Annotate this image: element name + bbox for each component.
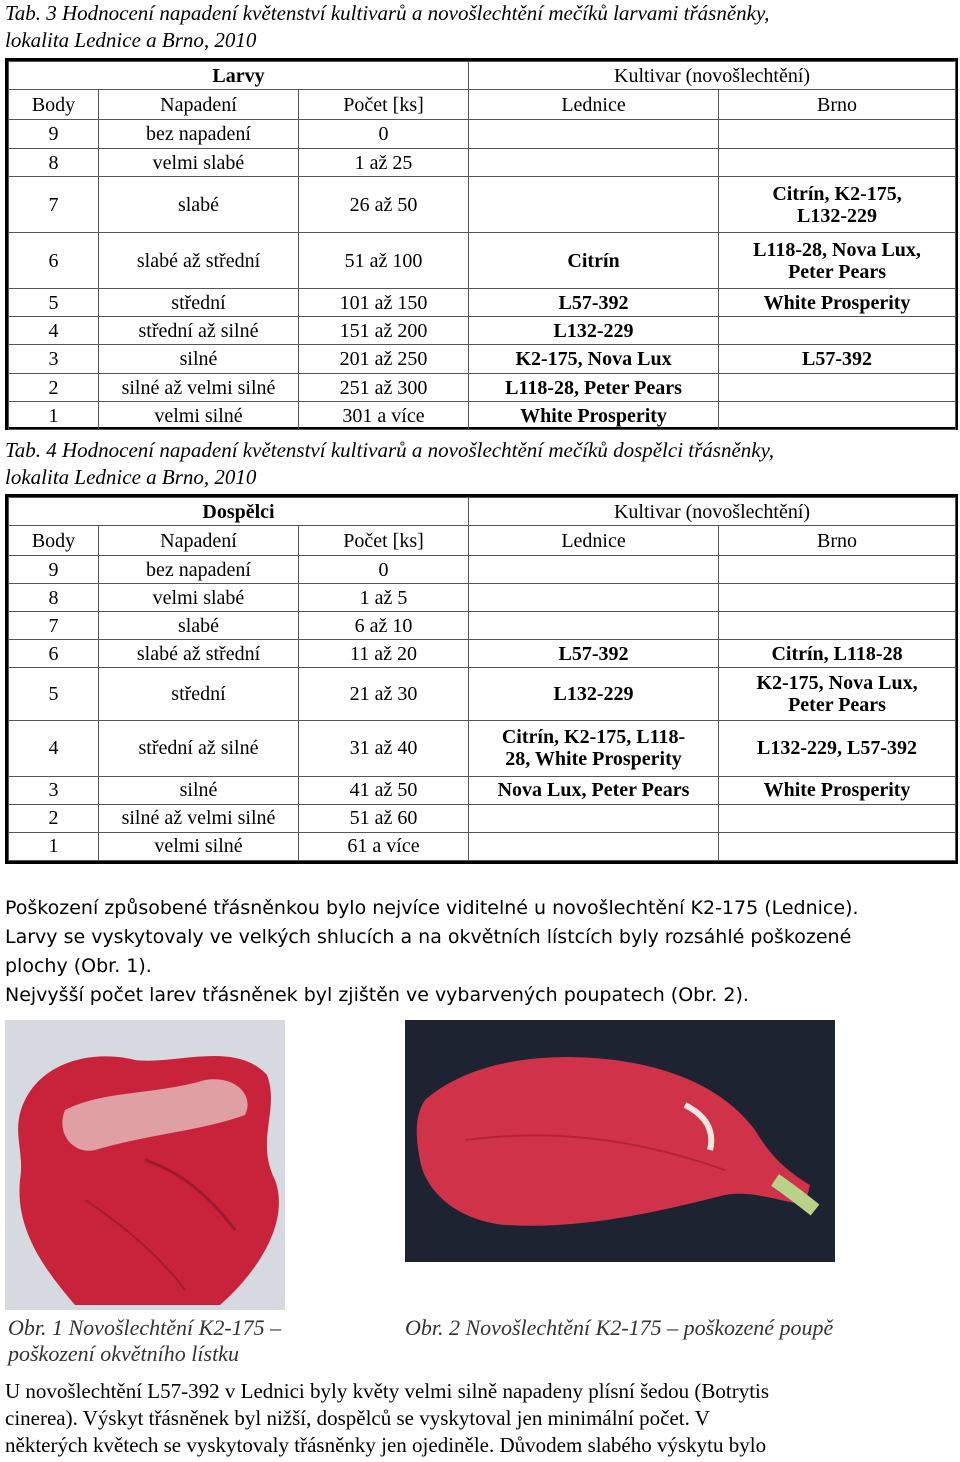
tab3-caption-line1: Tab. 3 Hodnocení napadení květenství kultivarů a novošlechtění mečíků larvami třásněnky, [5, 1, 770, 25]
cell-napadeni: velmi slabé [99, 149, 299, 177]
tab4-col-napadeni: Napadení [99, 526, 299, 556]
cell-pocet: 251 až 300 [299, 374, 469, 402]
cell-lednice: L118-28, Peter Pears [469, 374, 719, 402]
table-row [9, 720, 956, 776]
table-row [9, 640, 956, 668]
cell-brno [719, 374, 956, 402]
cell-body: 6 [9, 233, 99, 289]
tab4-caption [5, 437, 955, 491]
cell-pocet: 41 až 50 [299, 776, 469, 804]
paragraph-2-line: U novošlechtění L57-392 v Lednici byly květy velmi silně napadeny plísní šedou (Botrytis [5, 1379, 770, 1403]
photo-petal [5, 1020, 285, 1310]
tab4-col-lednice: Lednice [469, 526, 719, 556]
tab3-cultivar-header: Kultivar (novošlechtění) [469, 62, 956, 90]
cell-brno: L118-28, Nova Lux, Peter Pears [719, 233, 956, 289]
cell-napadeni: velmi slabé [99, 584, 299, 612]
cell-napadeni: slabé až střední [99, 233, 299, 289]
cell-brno: Citrín, L118-28 [719, 640, 956, 668]
paragraph-1 [5, 894, 957, 1010]
tab4-table-frame [5, 494, 958, 864]
tab3-col-napadeni: Napadení [99, 90, 299, 120]
cell-napadeni: střední [99, 289, 299, 317]
tab4-col-brno: Brno [719, 526, 956, 556]
cell-brno [719, 317, 956, 345]
tab4-cultivar-header: Kultivar (novošlechtění) [469, 498, 956, 526]
cell-pocet: 0 [299, 556, 469, 584]
table-row [9, 804, 956, 832]
cell-body: 8 [9, 584, 99, 612]
cell-brno [719, 120, 956, 149]
fig2-caption: Obr. 2 Novošlechtění K2-175 – poškozené poupě [405, 1315, 834, 1340]
cell-body: 7 [9, 177, 99, 233]
cell-napadeni: silné až velmi silné [99, 374, 299, 402]
cell-pocet: 101 až 150 [299, 289, 469, 317]
paragraph-2 [5, 1378, 957, 1459]
table-row [9, 233, 956, 289]
cell-lednice: L132-229 [469, 317, 719, 345]
cell-pocet: 26 až 50 [299, 177, 469, 233]
cell-lednice: Citrín, K2-175, L118- 28, White Prosperity [469, 720, 719, 776]
cell-brno [719, 402, 956, 430]
cell-lednice: Nova Lux, Peter Pears [469, 776, 719, 804]
cell-brno: Citrín, K2-175, L132-229 [719, 177, 956, 233]
cell-napadeni: bez napadení [99, 556, 299, 584]
paragraph-1-line: plochy (Obr. 1). [5, 955, 152, 977]
table-row [9, 668, 956, 720]
tab4-group-header: Dospělci [9, 498, 469, 526]
cell-brno [719, 804, 956, 832]
table-row [9, 177, 956, 233]
fig1-caption [8, 1315, 281, 1367]
table-row [9, 317, 956, 345]
cell-pocet: 0 [299, 120, 469, 149]
cell-pocet: 201 až 250 [299, 345, 469, 374]
cell-lednice [469, 556, 719, 584]
cell-pocet: 6 až 10 [299, 612, 469, 640]
table-row [9, 149, 956, 177]
tab3-col-body: Body [9, 90, 99, 120]
paragraph-1-line: Larvy se vyskytovaly ve velkých shlucích a na okvětních lístcích byly rozsáhlé poškozené [5, 926, 852, 948]
cell-body: 9 [9, 120, 99, 149]
paragraph-2-line: některých květech se vyskytovaly třásněnky jen ojediněle. Důvodem slabého výskytu bylo [5, 1433, 767, 1457]
table-row [9, 776, 956, 804]
cell-lednice: White Prosperity [469, 402, 719, 430]
cell-lednice: L57-392 [469, 289, 719, 317]
table-row [9, 120, 956, 149]
cell-lednice [469, 177, 719, 233]
cell-body: 9 [9, 556, 99, 584]
cell-brno [719, 612, 956, 640]
cell-napadeni: silné [99, 345, 299, 374]
cell-body: 5 [9, 289, 99, 317]
tab4-col-body: Body [9, 526, 99, 556]
cell-pocet: 61 a více [299, 832, 469, 860]
cell-napadeni: silné až velmi silné [99, 804, 299, 832]
cell-body: 3 [9, 345, 99, 374]
paragraph-2-line: cinerea). Výskyt třásněnek byl nižší, dospělců se vyskytoval jen minimální počet. V [5, 1406, 710, 1430]
cell-napadeni: velmi silné [99, 402, 299, 430]
cell-lednice: K2-175, Nova Lux [469, 345, 719, 374]
cell-brno [719, 556, 956, 584]
cell-napadeni: střední [99, 668, 299, 720]
cell-napadeni: střední až silné [99, 720, 299, 776]
tab4-table [8, 497, 956, 861]
cell-napadeni: střední až silné [99, 317, 299, 345]
cell-pocet: 51 až 60 [299, 804, 469, 832]
cell-pocet: 1 až 5 [299, 584, 469, 612]
tab4-caption-line1: Tab. 4 Hodnocení napadení květenství kultivarů a novošlechtění mečíků dospělci třásněnky, [5, 438, 775, 462]
table-row [9, 402, 956, 430]
tab3-col-brno: Brno [719, 90, 956, 120]
table-row [9, 556, 956, 584]
cell-brno: K2-175, Nova Lux, Peter Pears [719, 668, 956, 720]
cell-napadeni: silné [99, 776, 299, 804]
table-row [9, 832, 956, 860]
cell-lednice [469, 120, 719, 149]
cell-brno [719, 149, 956, 177]
table-row [9, 289, 956, 317]
cell-lednice [469, 149, 719, 177]
tab3-caption-line2: lokalita Lednice a Brno, 2010 [5, 28, 257, 52]
cell-body: 3 [9, 776, 99, 804]
cell-lednice: Citrín [469, 233, 719, 289]
cell-lednice [469, 832, 719, 860]
cell-body: 1 [9, 402, 99, 430]
fig1-caption-line1: Obr. 1 Novošlechtění K2-175 – [8, 1315, 282, 1340]
cell-napadeni: slabé až střední [99, 640, 299, 668]
cell-lednice [469, 804, 719, 832]
paragraph-1-line: Poškození způsobené třásněnkou bylo nejvíce viditelné u novošlechtění K2-175 (Lednice). [5, 897, 859, 919]
cell-lednice: L132-229 [469, 668, 719, 720]
cell-pocet: 1 až 25 [299, 149, 469, 177]
cell-body: 2 [9, 374, 99, 402]
cell-brno: White Prosperity [719, 289, 956, 317]
cell-pocet: 51 až 100 [299, 233, 469, 289]
tab3-caption [5, 0, 955, 54]
table-row [9, 374, 956, 402]
tab3-group-header: Larvy [9, 62, 469, 90]
cell-lednice [469, 584, 719, 612]
photo-bud [405, 1020, 835, 1262]
cell-napadeni: slabé [99, 177, 299, 233]
cell-body: 4 [9, 720, 99, 776]
table-row [9, 345, 956, 374]
petal-image [5, 1020, 285, 1310]
cell-pocet: 21 až 30 [299, 668, 469, 720]
table-row [9, 612, 956, 640]
tab3-table-frame [5, 58, 958, 430]
cell-lednice: L57-392 [469, 640, 719, 668]
tab4-caption-line2: lokalita Lednice a Brno, 2010 [5, 465, 257, 489]
cell-napadeni: slabé [99, 612, 299, 640]
cell-body: 8 [9, 149, 99, 177]
cell-lednice [469, 612, 719, 640]
cell-body: 7 [9, 612, 99, 640]
bud-image [405, 1020, 835, 1262]
cell-brno: L132-229, L57-392 [719, 720, 956, 776]
tab4-col-pocet: Počet [ks] [299, 526, 469, 556]
paragraph-1-line: Nejvyšší počet larev třásněnek byl zjištěn ve vybarvených poupatech (Obr. 2). [5, 984, 749, 1006]
cell-pocet: 151 až 200 [299, 317, 469, 345]
cell-body: 6 [9, 640, 99, 668]
cell-brno [719, 832, 956, 860]
cell-pocet: 301 a více [299, 402, 469, 430]
cell-brno: White Prosperity [719, 776, 956, 804]
tab3-table [8, 61, 956, 430]
cell-napadeni: velmi silné [99, 832, 299, 860]
cell-body: 2 [9, 804, 99, 832]
table-row [9, 584, 956, 612]
tab3-col-pocet: Počet [ks] [299, 90, 469, 120]
cell-napadeni: bez napadení [99, 120, 299, 149]
tab3-col-lednice: Lednice [469, 90, 719, 120]
cell-brno [719, 584, 956, 612]
cell-body: 1 [9, 832, 99, 860]
cell-pocet: 31 až 40 [299, 720, 469, 776]
cell-body: 5 [9, 668, 99, 720]
cell-pocet: 11 až 20 [299, 640, 469, 668]
cell-body: 4 [9, 317, 99, 345]
fig1-caption-line2: poškození okvětního lístku [8, 1341, 239, 1366]
cell-brno: L57-392 [719, 345, 956, 374]
